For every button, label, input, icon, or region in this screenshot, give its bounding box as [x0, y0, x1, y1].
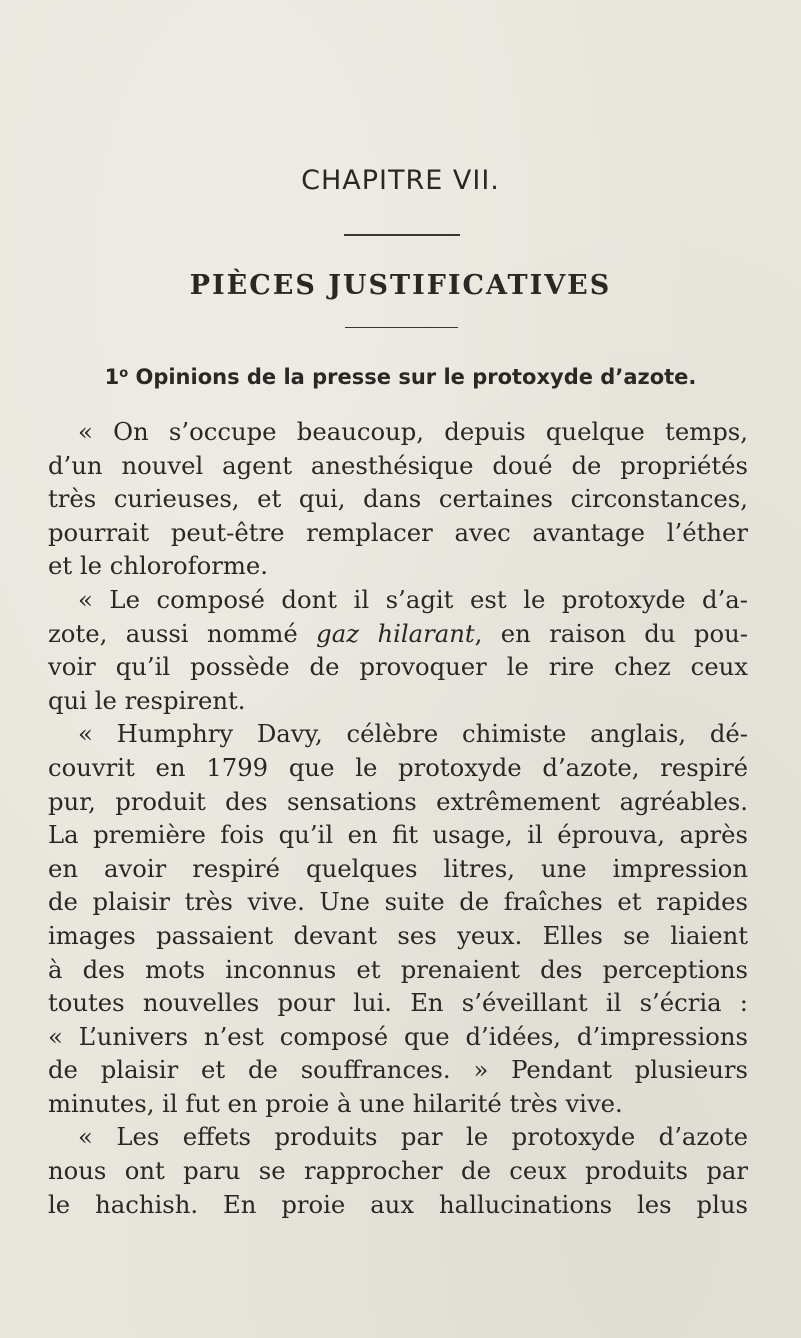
body-line: à des mots inconnus et prenaient des perceptions: [48, 954, 748, 984]
subsection-title: [0, 365, 801, 389]
divider-rule-top: [344, 234, 460, 236]
body-line: pourrait peut-être remplacer avec avantage l’éther: [48, 517, 748, 547]
subsection-title-text: Opinions de la presse sur le protoxyde d’azote.: [135, 365, 697, 389]
body-line: toutes nouvelles pour lui. En s’éveillant il s’écria :: [48, 988, 748, 1018]
body-line: en avoir respiré quelques litres, une impression: [48, 853, 748, 883]
chapter-heading: CHAPITRE VII.: [301, 165, 500, 196]
body-text: [48, 415, 748, 1221]
body-line: couvrit en 1799 que le protoxyde d’azote, respiré: [48, 752, 748, 782]
body-line: « L’univers n’est composé que d’idées, d’impressions: [48, 1021, 748, 1051]
divider-rule-bottom: [345, 327, 458, 328]
body-line-part: , en raison du pou-: [474, 618, 748, 648]
body-line: de plaisir très vive. Une suite de fraîches et rapides: [48, 887, 748, 917]
emphasis-term: gaz hilarant: [316, 618, 475, 648]
body-line: qui le respirent.: [48, 685, 246, 715]
body-line: La première fois qu’il en fit usage, il éprouva, après: [48, 820, 748, 850]
body-line: [48, 617, 748, 651]
body-line: le hachish. En proie aux hallucinations les plus: [48, 1189, 748, 1219]
body-line: « Le composé dont il s’agit est le protoxyde d’a-: [78, 584, 748, 614]
body-line: nous ont paru se rapprocher de ceux produits par: [48, 1156, 748, 1186]
body-line: « Les effets produits par le protoxyde d’azote: [78, 1122, 748, 1152]
body-line: « Humphry Davy, célèbre chimiste anglais, dé-: [78, 719, 748, 749]
body-line: « On s’occupe beaucoup, depuis quelque temps,: [78, 417, 748, 446]
subsection-number: 1: [104, 365, 120, 389]
body-line-part: zote, aussi nommé: [48, 618, 317, 648]
body-line: très curieuses, et qui, dans certaines circonstances,: [48, 484, 748, 514]
body-line: images passaient devant ses yeux. Elles se liaient: [48, 920, 748, 950]
body-line: pur, produit des sensations extrêmement agréables.: [48, 786, 748, 816]
body-line: voir qu’il possède de provoquer le rire chez ceux: [48, 652, 748, 682]
section-title: PIÈCES JUSTIFICATIVES: [189, 270, 612, 301]
body-line: de plaisir et de souffrances. » Pendant plusieurs: [48, 1055, 748, 1085]
body-line: et le chloroforme.: [48, 551, 269, 581]
body-line: d’un nouvel agent anesthésique doué de propriétés: [48, 450, 748, 480]
subsection-number-superscript: o: [119, 366, 129, 381]
body-line: minutes, il fut en proie à une hilarité très vive.: [48, 1088, 623, 1118]
